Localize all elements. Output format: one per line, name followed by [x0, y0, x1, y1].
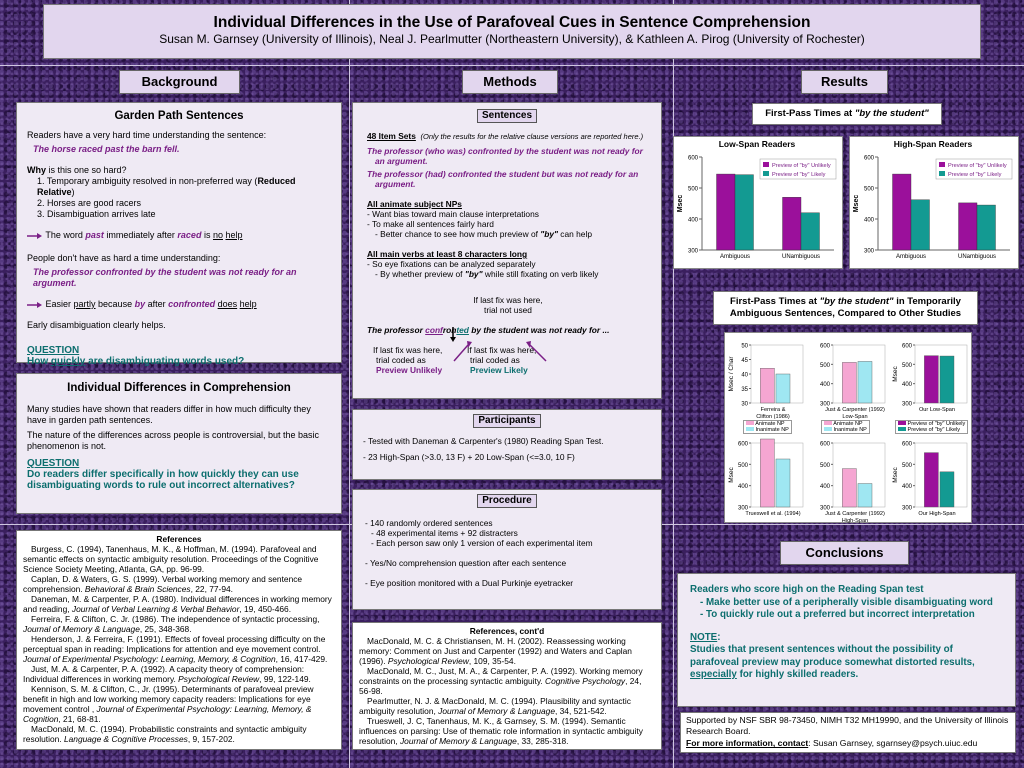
ref-journal: Journal of Memory & Language: [23, 624, 140, 634]
arrow-icon: [27, 301, 43, 309]
t: - Better chance to see how much preview of: [375, 229, 541, 239]
legend-swatch: [824, 427, 832, 431]
ref-text: Kennison, S. M. & Clifton, C., Jr. (1995). Determinants of parafoveal preview benefit in high and low working memory capacity readers: Implications for eye movement control ,: [23, 684, 314, 714]
references-list: [23, 544, 335, 744]
y-tick-label: 500: [819, 462, 830, 469]
people-text: People don't have as hard a time understanding:: [27, 253, 221, 263]
note-label: [690, 632, 1003, 645]
t: Preview of "by" Likely: [907, 427, 961, 433]
poster-authors: Susan M. Garnsey (University of Illinois), Neal J. Pearlmutter (Northeastern University), & Kathleen A. Pirog (University of Rochester): [159, 32, 865, 46]
procedure-line-1: - 140 randomly ordered sentences: [365, 518, 493, 528]
chart-svg: [809, 437, 889, 523]
y-tick-label: 50: [741, 343, 748, 350]
t: is: [201, 230, 213, 240]
chart-jc-high-span: [809, 437, 889, 523]
chart-caption: Just & Carpenter (1992): [825, 511, 885, 517]
legend-swatch: [746, 421, 754, 425]
ref-journal: Psychological Review: [387, 656, 469, 666]
ref-journal: Journal of Memory & Language: [399, 736, 517, 746]
ref-text: Caplan, D. & Waters, G. S. (1999). Verbal working memory and sentence comprehension.: [23, 574, 303, 594]
t: "by the student": [854, 108, 929, 119]
legend-swatch: [898, 421, 906, 425]
x-tick-label: UNambiguous: [957, 254, 997, 260]
ref-text: Daneman, M. & Carpenter, P. A. (1980). Individual differences in working memory and reading,: [23, 594, 332, 614]
verbs-label: All main verbs at least 8 characters long: [367, 249, 528, 259]
chart-caption: Clifton (1986): [756, 414, 790, 419]
ref-text: MacDonald, M. C. & Christiansen, M. H. (2002). Reassessing working memory: Comment on Just and Carpenter (1992) and Waters and Caplan (1996).: [359, 636, 632, 666]
y-tick-label: 400: [901, 382, 912, 389]
procedure-panel: [352, 489, 662, 610]
verbs-1: - So eye fixations can be analyzed separately: [367, 259, 536, 269]
chart-high-span: [849, 136, 1019, 269]
ref-text: Pearlmutter, N. J. & MacDonald, M. C. (1994). Plausibility and syntactic ambiguity resolution,: [359, 696, 631, 716]
fix-right-note: [467, 345, 567, 375]
y-axis-label: Msec: [728, 467, 735, 483]
t: How: [27, 356, 51, 367]
y-tick-label: 400: [901, 484, 912, 491]
reason-1-pre: 1. Temporary ambiguity resolved in non-preferred way (: [37, 176, 258, 186]
title-banner: [43, 4, 981, 59]
chart-svg: [850, 137, 1016, 266]
t: while still fixating on verb likely: [482, 269, 599, 279]
chart-ferreira-clifton: [727, 339, 807, 419]
t: (Only the results for the relative clause versions are reported here.): [420, 132, 644, 141]
verbs-2: [375, 269, 647, 279]
chart-svg: [891, 339, 971, 419]
y-tick-label: 500: [737, 462, 748, 469]
ref-text: Henderson, J. & Ferreira, F. (1991). Effects of foveal processing difficulty on the perceptual span in reading: Implications for attention and eye movement control.: [23, 634, 326, 654]
references-contd-panel: [352, 622, 662, 750]
chart-caption: High-Span: [841, 518, 869, 523]
contact-line: [686, 738, 1010, 749]
t: because: [95, 299, 135, 309]
legend-animate-1: [743, 420, 792, 434]
t: Easier: [45, 299, 74, 309]
t: past: [85, 230, 104, 240]
references-heading: References: [156, 534, 202, 544]
t: For more information, contact: [686, 738, 809, 748]
y-tick-label: 500: [901, 362, 912, 369]
t: "by": [464, 269, 483, 279]
t: raced: [177, 230, 202, 240]
bar: [842, 469, 856, 507]
ref-volume: , 19, 450-466.: [239, 604, 292, 614]
conclusion-line-2: - Make better use of a peripherally visible disambiguating word: [700, 596, 993, 608]
animate-3: [375, 229, 647, 239]
ref-volume: , 9, 157-202.: [187, 734, 235, 744]
references-contd-heading: References, cont'd: [469, 626, 545, 636]
ref-volume: , 25, 348-368.: [139, 624, 192, 634]
reason-1: [37, 176, 331, 198]
reason-3: 3. Disambiguation arrives late: [37, 209, 156, 219]
t: : Susan Garnsey, sgarnsey@psych.uiuc.edu: [808, 738, 978, 748]
item-sets-line: [367, 131, 647, 142]
legend-label: Preview of "by" Likely: [772, 172, 826, 178]
t: ron: [442, 325, 457, 335]
chart-caption: Our High-Span: [918, 511, 956, 517]
y-tick-label: 300: [819, 505, 830, 512]
chart-jc-low-span: [809, 339, 889, 419]
y-tick-label: 35: [741, 387, 748, 393]
y-tick-label: 600: [819, 343, 830, 350]
participants-line-1: - Tested with Daneman & Carpenter's (1980) Reading Span Test.: [363, 436, 604, 446]
t: can help: [557, 229, 592, 239]
t: trial coded as: [470, 355, 520, 365]
fix-left-note: [373, 345, 473, 375]
support-line: Supported by NSF SBR 98-73450, NIMH T32 MH19990, and the University of Illinois Research Board.: [686, 715, 1009, 736]
individual-p1: Many studies have shown that readers differ in how much difficulty they have in garden path sentences.: [27, 404, 311, 425]
legend-preview: [895, 420, 968, 434]
y-axis-label: Msec / Char: [728, 356, 735, 392]
reference-item: [23, 544, 335, 574]
chart-our-low-span: [891, 339, 971, 419]
bar: [940, 472, 954, 507]
ref-volume: , 109, 35-54.: [468, 656, 516, 666]
why-rest: is this one so hard?: [46, 165, 127, 175]
ref-volume: , 99, 122-149.: [259, 674, 311, 684]
y-tick-label: 300: [737, 505, 748, 512]
ref-volume: , 16, 417-429.: [275, 654, 328, 664]
chart-caption: Ferreira &: [760, 407, 786, 413]
t: If last fix was here,: [467, 345, 537, 355]
reference-item: [359, 696, 655, 716]
why-bold: Why: [27, 165, 46, 175]
arrow-line-2: [27, 299, 331, 310]
legend-swatch: [763, 171, 769, 176]
reference-item: [359, 716, 655, 746]
t: help: [239, 299, 257, 309]
conclusions-panel: [677, 573, 1016, 707]
chart-caption: Just & Carpenter (1992): [825, 407, 885, 413]
y-axis-label: Msec: [853, 194, 860, 213]
grid-divider: [673, 0, 674, 768]
ref-volume: , 24, 56-98.: [359, 676, 642, 696]
ref-journal: Journal of Verbal Learning & Verbal Behavior: [71, 604, 240, 614]
x-tick-label: Ambiguous: [719, 254, 751, 260]
fix-top-note: [353, 295, 663, 315]
ref-volume: , 22, 77-94.: [190, 584, 233, 594]
bar: [776, 459, 790, 507]
participants-panel: [352, 409, 662, 480]
reference-item: [359, 666, 655, 696]
grid-divider: [0, 65, 1024, 66]
bar: [801, 213, 819, 250]
reference-item: [23, 594, 335, 614]
y-tick-label: 300: [863, 248, 874, 255]
t: ted: [456, 325, 469, 335]
chart-caption: Trueswell et al. (1994): [745, 511, 801, 517]
section-header-conclusions: Conclusions: [780, 541, 909, 565]
t: :: [717, 631, 721, 643]
ref-text: Burgess, C. (1994), Tanenhaus, M. K., & Hoffman, M. (1994). Parafoveal and semantic effects on syntactic ambiguity resolution. Proceedings of the Cognitive Science Society Meeting, Atlanta, GA, pp. 96-99.: [23, 544, 319, 574]
y-tick-label: 600: [737, 441, 748, 448]
animate-1: - Want bias toward main clause interpretations: [367, 209, 539, 219]
chart-caption: Our Low-Span: [918, 407, 956, 413]
chart-svg: [891, 437, 971, 523]
ref-volume: , 33, 285-318.: [516, 736, 569, 746]
t: Inanimate NP: [833, 427, 867, 433]
y-tick-label: 45: [741, 358, 748, 364]
y-tick-label: 500: [863, 186, 874, 193]
ref-journal: Psychological Review: [178, 674, 260, 684]
ref-text: Just, M. A. & Carpenter, P. A. (1992). A capacity theory of comprehension: Individual differences in working memory.: [23, 664, 305, 684]
y-tick-label: 500: [819, 362, 830, 369]
y-tick-label: 600: [687, 155, 698, 162]
reason-1-bold: Reduced Relative: [37, 176, 296, 197]
participants-tag: Participants: [473, 414, 540, 428]
bar: [911, 200, 929, 250]
y-tick-label: 300: [901, 401, 912, 408]
t: Preview Unlikely: [376, 365, 443, 375]
procedure-line-3: - Each person saw only 1 version of each experimental item: [371, 538, 593, 548]
legend-label: Preview of "by" Unlikely: [948, 163, 1007, 169]
why-line: [27, 165, 331, 176]
y-tick-label: 600: [819, 441, 830, 448]
t: If last fix was here,: [373, 345, 443, 355]
question-label: QUESTION: [27, 345, 80, 356]
reference-item: [23, 684, 335, 724]
y-tick-label: 30: [741, 401, 748, 408]
t: Animate NP: [833, 421, 863, 427]
animate-2: - To make all sentences fairly hard: [367, 219, 494, 229]
sentences-panel: [352, 102, 662, 399]
procedure-line-2: - 48 experimental items + 92 distracters: [371, 528, 518, 538]
individual-heading: Individual Differences in Comprehension: [67, 382, 291, 394]
ref-journal: Language & Cognitive Processes: [63, 734, 188, 744]
reference-item: [23, 574, 335, 594]
legend-animate-2: [821, 420, 870, 434]
t: by the student was not ready for ...: [468, 325, 610, 335]
conclusion-line-1: Readers who score high on the Reading Span test: [690, 584, 924, 595]
procedure-line-4: - Yes/No comprehension question after each sentence: [365, 558, 567, 568]
individual-p2: The nature of the differences across people is controversial, but the basic phenomenon is not.: [27, 430, 319, 451]
bar: [776, 374, 790, 403]
example-sentence-1: The horse raced past the barn fell.: [33, 144, 180, 154]
reference-item: [23, 634, 335, 664]
x-tick-label: UNambiguous: [781, 254, 821, 260]
ref-text: Ferreira, F. & Clifton, C. Jr. (1986). The independence of syntactic processing,: [31, 614, 320, 624]
question-label: QUESTION: [27, 458, 80, 469]
bar: [858, 484, 872, 507]
x-tick-label: Ambiguous: [895, 254, 927, 260]
chart-svg: [674, 137, 840, 266]
poster-title: Individual Differences in the Use of Parafoveal Cues in Sentence Comprehension: [213, 14, 811, 31]
ref-journal: Journal of Memory & Language: [438, 706, 555, 716]
t: The word: [45, 230, 86, 240]
t: by: [134, 299, 146, 309]
t: conf: [425, 325, 443, 335]
bar: [858, 361, 872, 403]
results-title-1: [752, 103, 942, 125]
t: for highly skilled readers.: [736, 669, 859, 680]
references-contd-list: [359, 636, 655, 746]
legend-swatch: [746, 427, 754, 431]
bar: [924, 453, 938, 507]
t: partly: [73, 299, 96, 309]
reference-item: [359, 636, 655, 666]
procedure-tag: Procedure: [477, 494, 536, 508]
legend-swatch: [939, 162, 945, 167]
t: First-Pass Times at: [765, 108, 855, 119]
comparison-charts-panel: [724, 332, 972, 523]
bar: [977, 205, 995, 250]
t: especially: [690, 669, 737, 680]
garden-path-heading: Garden Path Sentences: [114, 110, 244, 122]
question-text: Do readers differ specifically in how quickly they can use disambiguating words to rule out incorrect alternatives?: [27, 469, 299, 491]
ref-journal: Behavioral & Brain Sciences: [84, 584, 191, 594]
t: Studies that present sentences without the possibility of parafoveal preview may produce somewhat distorted results,: [690, 644, 975, 668]
y-tick-label: 600: [863, 155, 874, 162]
animate-label: All animate subject NPs: [367, 199, 462, 209]
ref-volume: , 34, 521-542.: [555, 706, 607, 716]
grid-divider: [349, 0, 350, 768]
t: The professor: [367, 325, 426, 335]
professor-sentence: [367, 325, 663, 335]
t: trial not used: [484, 305, 532, 315]
note-text: [690, 644, 1003, 682]
t: trial coded as: [376, 355, 426, 365]
t: 48 Item Sets: [367, 131, 416, 141]
question-text: [27, 356, 331, 367]
reference-item: [23, 614, 335, 634]
y-tick-label: 400: [819, 484, 830, 491]
bar: [760, 368, 774, 403]
ref-journal: Journal of Experimental Psychology: Learning, Memory, & Cognition: [23, 704, 312, 724]
y-tick-label: 500: [687, 186, 698, 193]
t: after: [145, 299, 169, 309]
legend-swatch: [763, 162, 769, 167]
sentences-tag: Sentences: [477, 109, 537, 123]
y-axis-label: Msec: [892, 467, 899, 483]
t: First-Pass Times at: [730, 296, 820, 307]
conclusion-line-3: - To quickly rule out a preferred but incorrect interpretation: [700, 609, 975, 620]
reason-1-post: ): [71, 187, 75, 197]
y-axis-label: Msec: [677, 194, 684, 213]
chart-svg: [727, 437, 807, 523]
y-axis-label: Msec: [892, 366, 899, 382]
t: does: [217, 299, 238, 309]
garden-path-panel: [16, 102, 342, 367]
bar: [735, 175, 753, 250]
chart-title: High-Span Readers: [893, 139, 973, 149]
legend-label: Preview of "by" Unlikely: [772, 163, 831, 169]
chart-title: Low-Span Readers: [718, 139, 796, 149]
y-tick-label: 400: [687, 217, 698, 224]
early-text: Early disambiguation clearly helps.: [27, 320, 166, 330]
t: in Temporarily Ambiguous Sentences, Compared to Other Studies: [729, 296, 962, 319]
t: If last fix was here,: [473, 295, 543, 305]
procedure-line-5: - Eye position monitored with a Dual Purkinje eyetracker: [365, 578, 574, 588]
chart-caption: Low-Span: [842, 414, 868, 419]
legend-swatch: [824, 421, 832, 425]
sentence-example-1: The professor (who was) confronted by the student was not ready for an argument.: [367, 146, 643, 166]
t: confronted: [168, 299, 216, 309]
y-tick-label: 400: [737, 484, 748, 491]
ref-volume: , 21, 68-81.: [58, 714, 101, 724]
y-tick-label: 400: [863, 217, 874, 224]
t: "by": [540, 229, 558, 239]
results-title-2: [713, 291, 978, 325]
references-panel: [16, 530, 342, 750]
t: help: [225, 230, 243, 240]
ref-text: MacDonald, M. C., Just, M. A., & Carpenter, P. A. (1992). Working memory constraints on the processing syntactic ambiguity.: [359, 666, 643, 686]
ref-text: MacDonald, M. C. (1994). Probabilistic constraints and syntactic ambiguity resolution.: [23, 724, 307, 744]
t: are disambiguating words used?: [85, 356, 245, 367]
legend-swatch: [898, 427, 906, 431]
y-tick-label: 500: [901, 462, 912, 469]
bar: [760, 439, 774, 507]
bar: [940, 356, 954, 403]
chart-low-span: [673, 136, 843, 269]
t: Inanimate NP: [755, 427, 789, 433]
reference-item: [23, 724, 335, 744]
participants-line-2: - 23 High-Span (>3.0, 13 F) + 20 Low-Span (<=3.0, 10 F): [363, 452, 575, 462]
ref-journal: Journal of Experimental Psychology: Learning, Memory, & Cognition: [23, 654, 276, 664]
section-header-methods: Methods: [462, 70, 558, 94]
bar: [959, 203, 977, 250]
ref-journal: Cognitive Psychology: [545, 676, 626, 686]
ref-text: Trueswell, J. C, Tanenhaus, M. K., & Garnsey, S. M. (1994). Semantic influences on parsing: Use of thematic role information in syntactic ambiguity resolution,: [359, 716, 643, 746]
bar: [924, 356, 938, 403]
y-tick-label: 300: [901, 505, 912, 512]
y-tick-label: 600: [901, 343, 912, 350]
t: NOTE: [690, 631, 718, 643]
comparison-legends: [743, 420, 973, 434]
individual-differences-panel: [16, 373, 342, 514]
chart-svg: [809, 339, 889, 419]
reference-item: [23, 664, 335, 684]
chart-our-high-span: [891, 437, 971, 523]
bar: [842, 362, 856, 403]
y-tick-label: 300: [687, 248, 698, 255]
support-panel: [680, 712, 1016, 753]
arrow-icon: [27, 232, 43, 240]
intro-text: Readers have a very hard time understanding the sentence:: [27, 130, 267, 140]
t: "by the student": [819, 296, 894, 307]
section-header-background: Background: [119, 70, 240, 94]
bar: [717, 174, 735, 250]
y-tick-label: 40: [741, 372, 748, 379]
example-sentence-2: The professor confronted by the student was not ready for an argument.: [33, 267, 297, 288]
legend-label: Preview of "by" Likely: [948, 172, 1002, 178]
chart-svg: [727, 339, 807, 419]
y-tick-label: 300: [819, 401, 830, 408]
section-header-results: Results: [801, 70, 888, 94]
t: immediately after: [103, 230, 178, 240]
chart-trueswell: [727, 437, 807, 523]
reason-2: 2. Horses are good racers: [37, 198, 142, 208]
t: Animate NP: [755, 421, 785, 427]
bar: [783, 197, 801, 250]
legend-swatch: [939, 171, 945, 176]
sentence-example-2: The professor (had) confronted the student but was not ready for an argument.: [367, 169, 639, 189]
t: - By whether preview of: [375, 269, 465, 279]
t: quickly: [50, 356, 86, 367]
t: no: [212, 230, 223, 240]
y-tick-label: 600: [901, 441, 912, 448]
arrow-line-1: [27, 230, 331, 241]
t: Preview of "by" Unlikely: [907, 421, 966, 427]
t: Preview Likely: [470, 365, 528, 375]
bar: [893, 174, 911, 250]
y-tick-label: 400: [819, 382, 830, 389]
